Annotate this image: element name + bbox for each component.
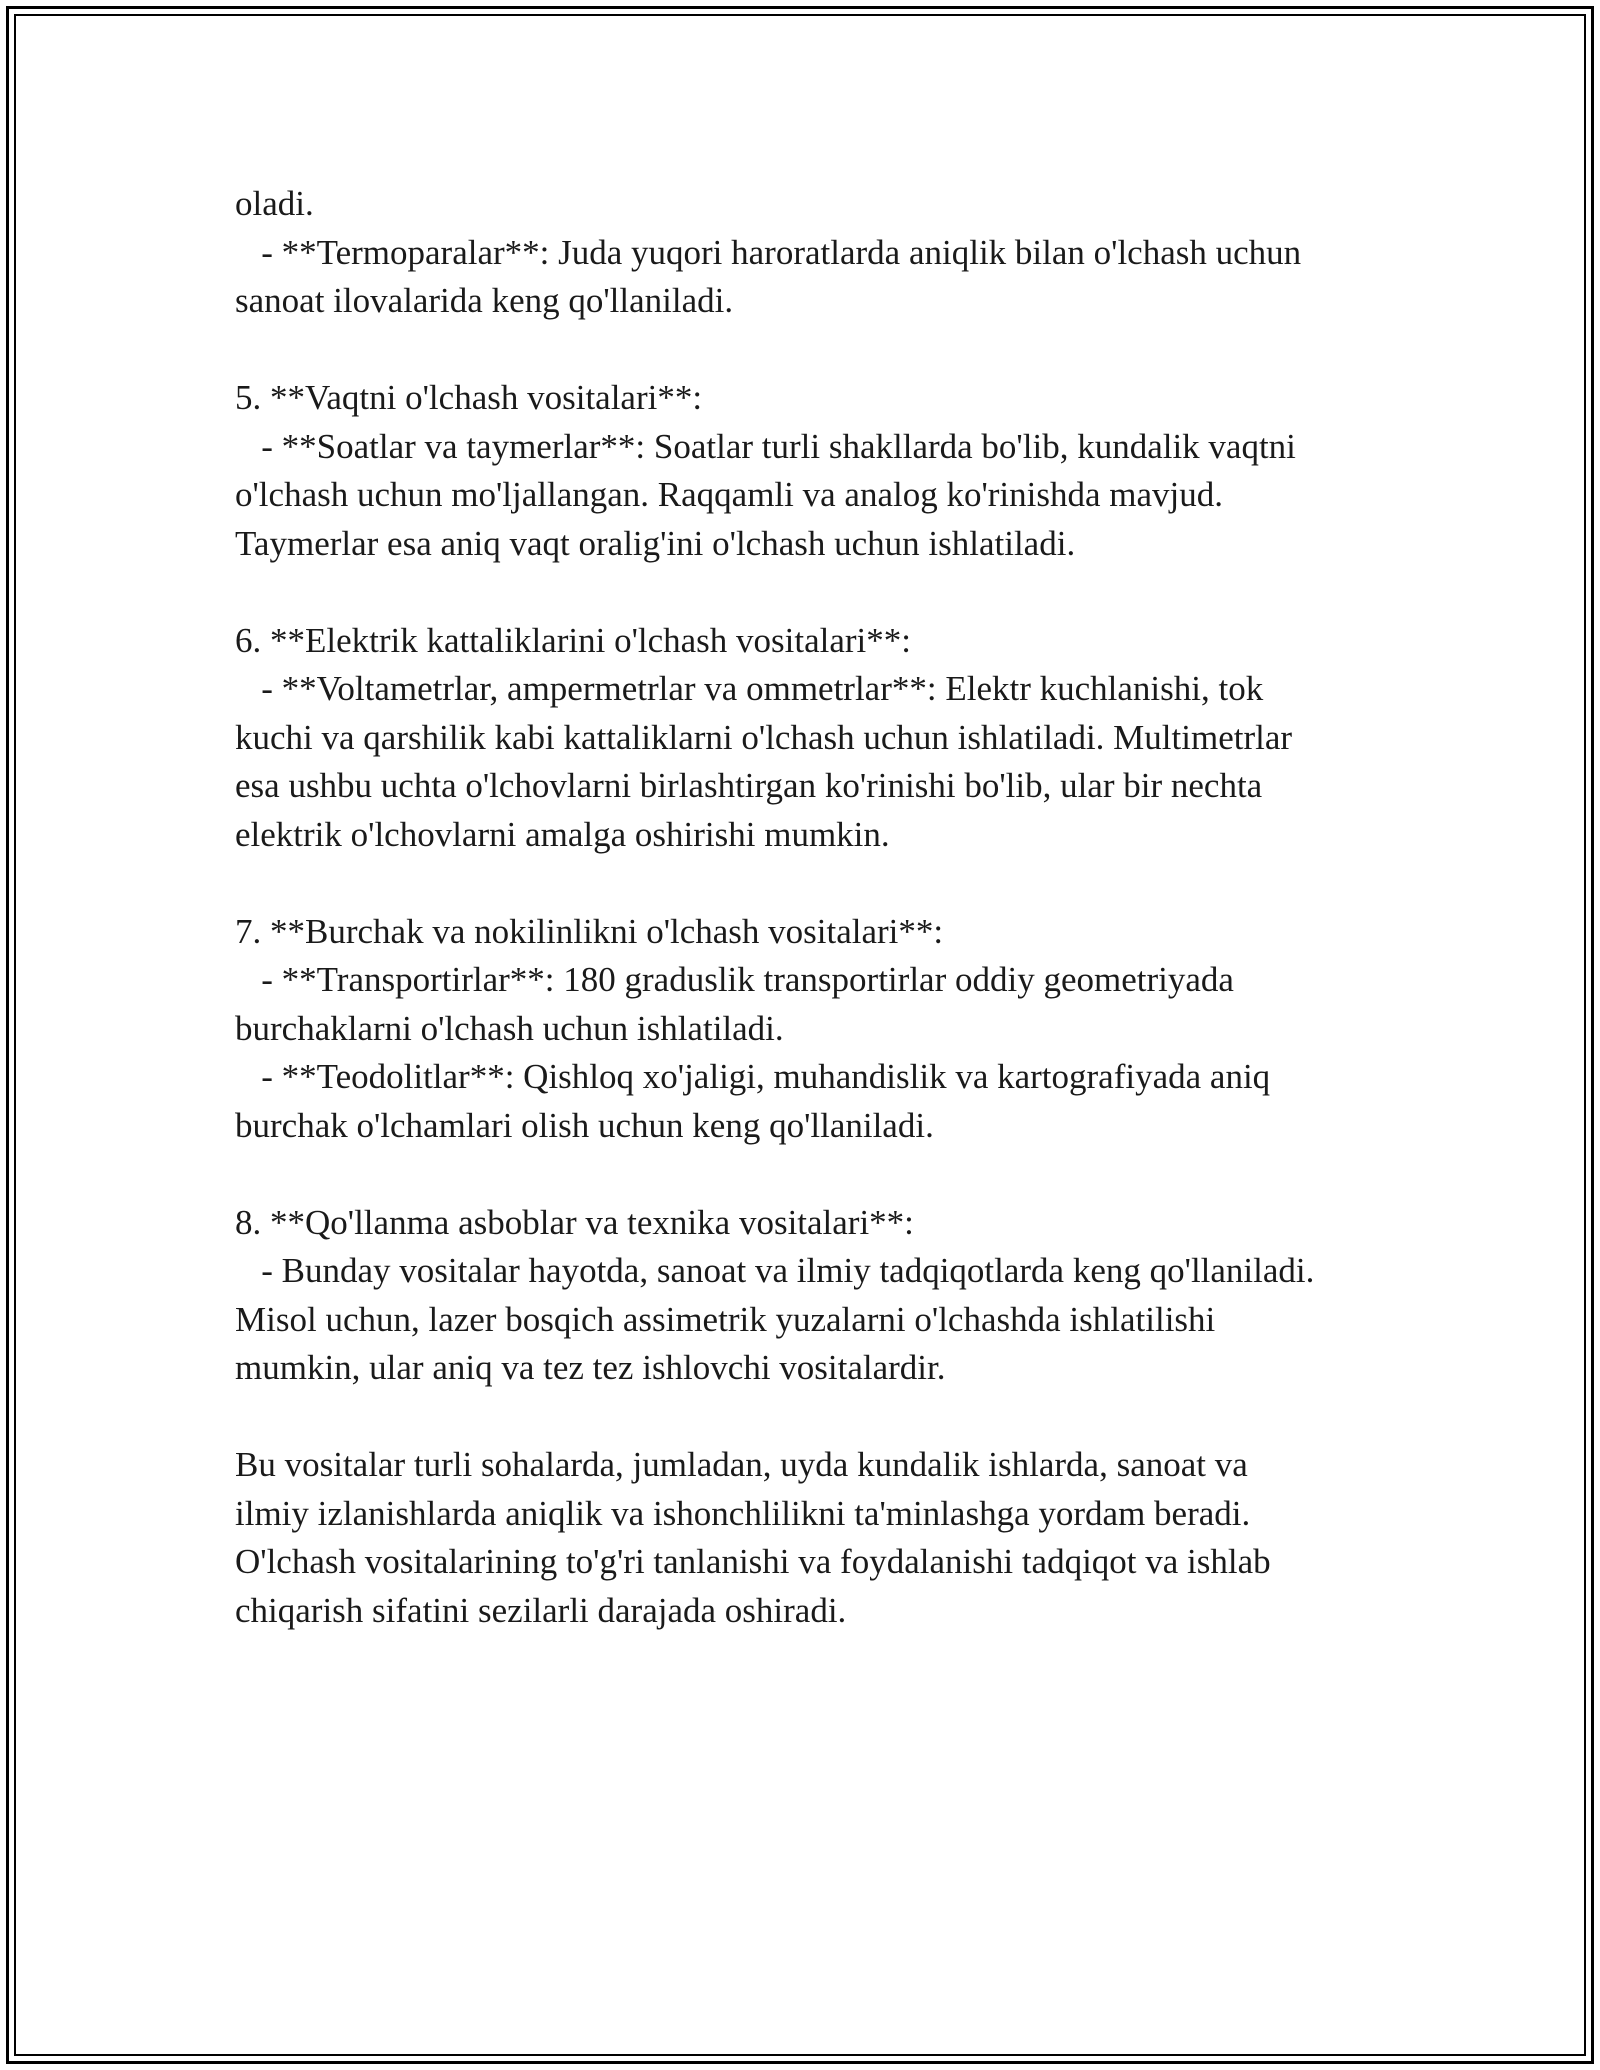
text-line: - **Voltametrlar, ampermetrlar va ommetrlar**: Elektr kuchlanishi, tok xyxy=(235,669,1264,708)
text-line: esa ushbu uchta o'lchovlarni birlashtirgan ko'rinishi bo'lib, ular bir nechta xyxy=(235,766,1263,805)
text-line: oladi. xyxy=(235,184,314,223)
text-line: kuchi va qarshilik kabi kattaliklarni o'lchash uchun ishlatiladi. Multimetrlar xyxy=(235,717,1293,757)
conclusion-line: chiqarish sifatini sezilarli darajada oshiradi. xyxy=(235,1590,847,1630)
text-line: Taymerlar esa aniq vaqt oralig'ini o'lchash uchun ishlatiladi. xyxy=(235,523,1076,563)
blank-line xyxy=(235,1393,1395,1442)
text-line: sanoat ilovalarida keng qo'llaniladi. xyxy=(235,281,734,320)
blank-line xyxy=(235,1150,1395,1199)
text-line: elektrik o'lchovlarni amalga oshirishi mumkin. xyxy=(235,814,890,854)
text-line: burchaklarni o'lchash uchun ishlatiladi. xyxy=(235,1008,784,1048)
text-line: - **Soatlar va taymerlar**: Soatlar turli shakllarda bo'lib, kundalik vaqtni xyxy=(235,426,1296,466)
document-body xyxy=(235,180,1395,1635)
conclusion-line: ilmiy izlanishlarda aniqlik va ishonchlilikni ta'minlashga yordam beradi. xyxy=(235,1493,1251,1533)
section-heading-5: 5. **Vaqtni o'lchash vositalari**: xyxy=(235,378,703,417)
section-heading-8: 8. **Qo'llanma asboblar va texnika vositalari**: xyxy=(235,1202,914,1242)
section-heading-7: 7. **Burchak va nokilinlikni o'lchash vositalari**: xyxy=(235,911,944,951)
text-line: - **Teodolitlar**: Qishloq xo'jaligi, muhandislik va kartografiyada aniq xyxy=(235,1057,1271,1096)
text-line: o'lchash uchun mo'ljallangan. Raqqamli va analog ko'rinishda mavjud. xyxy=(235,475,1223,514)
text-line: mumkin, ular aniq va tez tez ishlovchi vositalardir. xyxy=(235,1348,946,1387)
conclusion-line: Bu vositalar turli sohalarda, jumladan, uyda kundalik ishlarda, sanoat va xyxy=(235,1445,1248,1484)
text-line: - Bunday vositalar hayotda, sanoat va ilmiy tadqiqotlarda keng qo'llaniladi. xyxy=(235,1251,1315,1290)
blank-line xyxy=(235,859,1395,908)
text-line: burchak o'lchamlari olish uchun keng qo'llaniladi. xyxy=(235,1105,934,1145)
section-heading-6: 6. **Elektrik kattaliklarini o'lchash vositalari**: xyxy=(235,620,912,660)
blank-line xyxy=(235,568,1395,617)
blank-line xyxy=(235,326,1395,375)
text-line: Misol uchun, lazer bosqich assimetrik yuzalarni o'lchashda ishlatilishi xyxy=(235,1299,1216,1339)
conclusion-line: O'lchash vositalarining to'g'ri tanlanishi va foydalanishi tadqiqot va ishlab xyxy=(235,1542,1271,1581)
text-line: - **Termoparalar**: Juda yuqori haroratlarda aniqlik bilan o'lchash uchun xyxy=(235,232,1302,272)
text-line: - **Transportirlar**: 180 graduslik transportirlar oddiy geometriyada xyxy=(235,960,1234,999)
